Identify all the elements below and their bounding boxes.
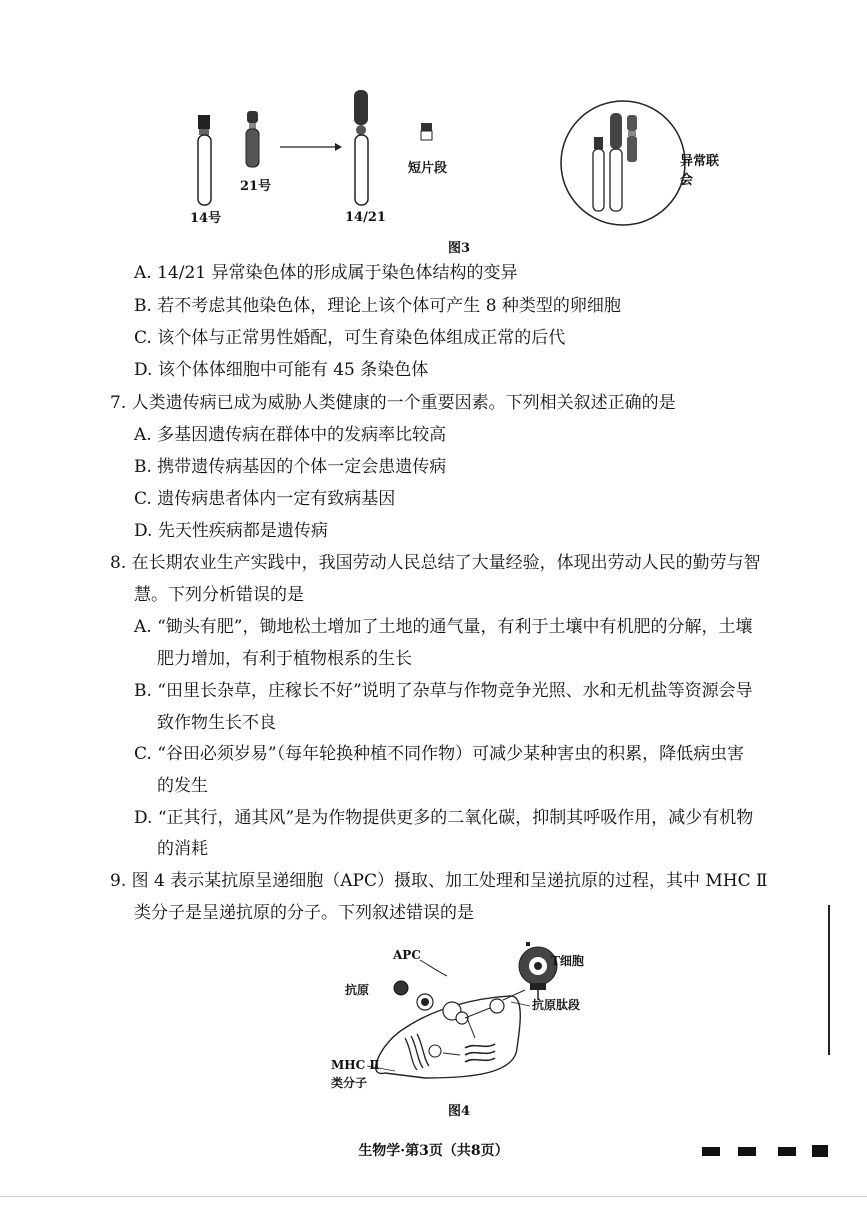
q8-option-d: D. “正其行，通其风”是为作物提供更多的二氧化碳，抑制其呼吸作用，减少有机物 <box>134 808 754 828</box>
label-abnormal-synapsis: 异常联会 <box>680 154 720 188</box>
arrow-icon <box>280 143 342 151</box>
label-14-21: 14/21 <box>345 210 386 225</box>
label-short-fragment: 短片段 <box>408 161 448 176</box>
q8-option-a: A. “锄头有肥”，锄地松土增加了土地的通气量，有利于土壤中有机肥的分解，土壤 <box>134 617 753 637</box>
chromosome-14 <box>198 115 211 205</box>
q9-stem-line1: 9. 图 4 表示某抗原呈递细胞（APC）摄取、加工处理和呈递抗原的过程，其中 MHC Ⅱ <box>110 871 768 891</box>
q8-option-d-cont: 的消耗 <box>157 839 208 859</box>
label-t-cell: T细胞 <box>551 954 584 968</box>
antigen-particle <box>394 981 408 995</box>
endoplasmic-reticulum <box>405 1034 429 1070</box>
chromosome-14-21 <box>354 90 368 205</box>
label-21: 21号 <box>240 179 272 194</box>
q8-option-b: B. “田里长杂草，庄稼长不好”说明了杂草与作物竞争光照、水和无机盐等资源会导 <box>134 681 753 701</box>
bottom-divider <box>0 1196 867 1197</box>
q8-option-a-cont: 肥力增加，有利于植物根系的生长 <box>157 649 412 669</box>
q8-stem-line1: 8. 在长期农业生产实践中，我国劳动人民总结了大量经验，体现出劳动人民的勤劳与智 <box>110 553 761 573</box>
t-cell <box>519 942 557 1000</box>
q8-stem-line2: 慧。下列分析错误的是 <box>134 585 304 605</box>
q7-option-d: D. 先天性疾病都是遗传病 <box>134 521 328 541</box>
q7-option-b: B. 携带遗传病基因的个体一定会患遗传病 <box>134 457 447 477</box>
q8-option-c: C. “谷田必须岁易”（每年轮换种植不同作物）可减少某种害虫的积累，降低病虫害 <box>134 744 745 764</box>
q6-option-d: D. 该个体体细胞中可能有 45 条染色体 <box>134 360 429 380</box>
figure-3-caption: 图3 <box>448 241 471 256</box>
chromosome-21 <box>246 111 259 167</box>
abnormal-synapsis <box>561 101 685 225</box>
label-mhc-molecule: 类分子 <box>331 1076 368 1090</box>
golgi-apparatus <box>465 1044 495 1062</box>
q8-option-b-cont: 致作物生长不良 <box>157 713 276 733</box>
label-14: 14号 <box>190 211 222 226</box>
scan-marks <box>700 1147 840 1161</box>
short-fragment <box>421 123 432 140</box>
q7-option-c: C. 遗传病患者体内一定有致病基因 <box>134 489 396 509</box>
q8-option-c-cont: 的发生 <box>157 776 208 796</box>
label-antigen: 抗原 <box>345 983 370 997</box>
transport-vesicle <box>429 1045 441 1057</box>
apc-pointer <box>420 960 447 976</box>
figure-3 <box>170 85 730 256</box>
label-mhc: MHC Ⅱ <box>331 1058 380 1072</box>
vesicle-3 <box>490 999 504 1013</box>
figure-4 <box>325 938 625 1119</box>
q7-option-a: A. 多基因遗传病在群体中的发病率比较高 <box>134 425 447 445</box>
q6-option-a: A. 14/21 异常染色体的形成属于染色体结构的变异 <box>134 263 518 283</box>
label-antigen-peptide: 抗原肽段 <box>532 998 581 1012</box>
q9-stem-line2: 类分子是呈递抗原的分子。下列叙述错误的是 <box>134 903 474 923</box>
q6-option-c: C. 该个体与正常男性婚配，可生育染色体组成正常的后代 <box>134 328 566 348</box>
figure-4-caption: 图4 <box>448 1104 471 1119</box>
margin-rule <box>828 905 830 1055</box>
chromosome-diagram <box>170 85 730 245</box>
q6-option-b: B. 若不考虑其他染色体，理论上该个体可产生 8 种类型的卵细胞 <box>134 296 621 316</box>
page-footer: 生物学·第3页（共8页） <box>358 1143 509 1159</box>
q7-stem: 7. 人类遗传病已成为威胁人类健康的一个重要因素。下列相关叙述正确的是 <box>110 393 676 413</box>
label-apc: APC <box>393 948 421 962</box>
